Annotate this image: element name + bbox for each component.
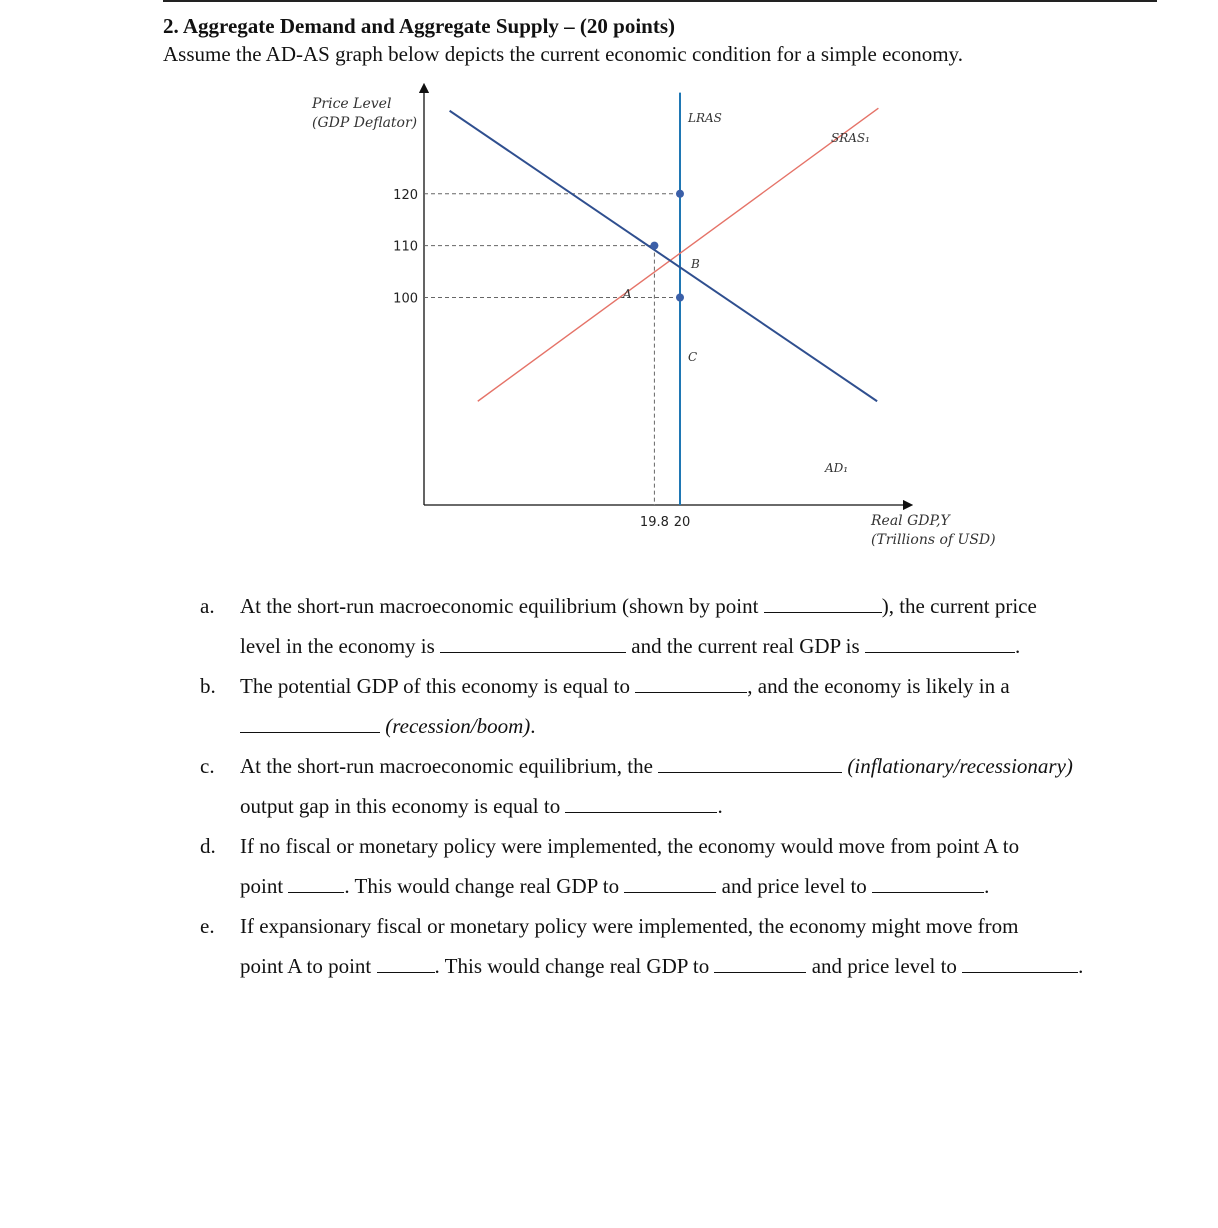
point-b-marker (676, 190, 684, 198)
question-d-text2d: . (984, 874, 990, 898)
question-a-text2b: and the current real GDP is (631, 634, 860, 658)
question-b-text2: (recession/boom) (385, 714, 531, 738)
answer-b-potential-gdp-blank[interactable] (635, 674, 747, 693)
question-d-text2b: . This would change real GDP to (344, 874, 620, 898)
x-tick-19-8: 19.8 (639, 515, 669, 530)
question-a-text1: At the short-run macroeconomic equilibrium (shown by point (240, 594, 759, 618)
y-tick-120: 120 (393, 187, 418, 203)
answer-b-state-blank[interactable] (240, 714, 380, 733)
question-c-text2b: . (717, 794, 723, 818)
question-title: 2. Aggregate Demand and Aggregate Supply – (20 points) (163, 14, 676, 38)
question-e-text2c: and price level to (811, 954, 957, 978)
answer-d-gdp-blank[interactable] (624, 874, 716, 893)
point-c-marker (676, 294, 684, 302)
ad-label: AD₁ (825, 461, 849, 475)
x-tick-20: 20 (673, 515, 691, 530)
point-b-label: B (691, 257, 700, 271)
lras-label: LRAS (688, 111, 722, 125)
answer-a-price-blank[interactable] (440, 634, 626, 653)
question-a-text2: level in the economy is (240, 634, 435, 658)
answer-e-point-blank[interactable] (377, 954, 435, 973)
question-d-text2: point (240, 874, 284, 898)
sras-label: SRAS₁ (831, 131, 870, 145)
ad-as-chart (0, 0, 1218, 580)
question-c-text1b: (inflationary/recessionary) (847, 754, 1073, 778)
question-c-text2: output gap in this economy is equal to (240, 794, 561, 818)
question-b-text1: The potential GDP of this economy is equal to (240, 674, 630, 698)
question-intro: Assume the AD-AS graph below depicts the current economic condition for a simple economy. (163, 42, 963, 66)
sras-line (478, 108, 879, 401)
y-axis-label-line2: (GDP Deflator) (312, 115, 418, 131)
question-e-text2b: . This would change real GDP to (434, 954, 710, 978)
answer-e-gdp-blank[interactable] (714, 954, 806, 973)
question-a-letter: a. (200, 594, 215, 618)
question-b-text2b: . (530, 714, 536, 738)
question-b-letter: b. (200, 674, 216, 698)
question-d-letter: d. (200, 834, 216, 858)
answer-c-gap-type-blank[interactable] (658, 754, 842, 773)
x-axis-label-line1: Real GDP,Y (871, 513, 950, 529)
question-a-text1b: ), the current price (881, 594, 1037, 618)
point-a-label: A (623, 287, 632, 301)
y-tick-100: 100 (393, 291, 418, 307)
ad-line (450, 111, 878, 402)
y-axis-label-line1: Price Level (312, 96, 392, 112)
question-c-text1: At the short-run macroeconomic equilibrium, the (240, 754, 653, 778)
question-c-line2 (240, 794, 723, 819)
point-c-label: C (688, 350, 698, 364)
question-d-line1 (240, 834, 1019, 859)
question-a-text2c: . (1014, 634, 1021, 658)
question-a-line2 (240, 634, 1020, 659)
question-e-text1: If expansionary fiscal or monetary policy were implemented, the economy might move from (240, 914, 1019, 938)
question-d-text2c: and price level to (721, 874, 867, 898)
question-c-line1 (240, 754, 1073, 779)
question-e-letter: e. (200, 914, 215, 938)
x-axis-label-line2: (Trillions of USD) (871, 532, 996, 548)
answer-c-gap-blank[interactable] (565, 794, 717, 813)
answer-d-price-blank[interactable] (872, 874, 984, 893)
question-b-line1 (240, 674, 1010, 699)
answer-d-point-blank[interactable] (288, 874, 344, 893)
question-b-text1b: , and the economy is likely in a (747, 674, 1010, 698)
question-b-line2 (240, 714, 536, 739)
point-a-marker (650, 242, 658, 250)
y-tick-110: 110 (393, 239, 418, 255)
question-a-line1 (240, 594, 1037, 619)
answer-a-gdp-blank[interactable] (865, 634, 1015, 653)
question-e-line1 (240, 914, 1019, 939)
question-e-text2: point A to point (240, 954, 372, 978)
question-d-line2 (240, 874, 989, 899)
answer-a-point-blank[interactable] (764, 594, 882, 613)
question-c-letter: c. (200, 754, 215, 778)
question-d-text1: If no fiscal or monetary policy were implemented, the economy would move from point A to (240, 834, 1020, 858)
answer-e-price-blank[interactable] (962, 954, 1078, 973)
question-e-line2 (240, 954, 1083, 979)
question-e-text2d: . (1078, 954, 1084, 978)
